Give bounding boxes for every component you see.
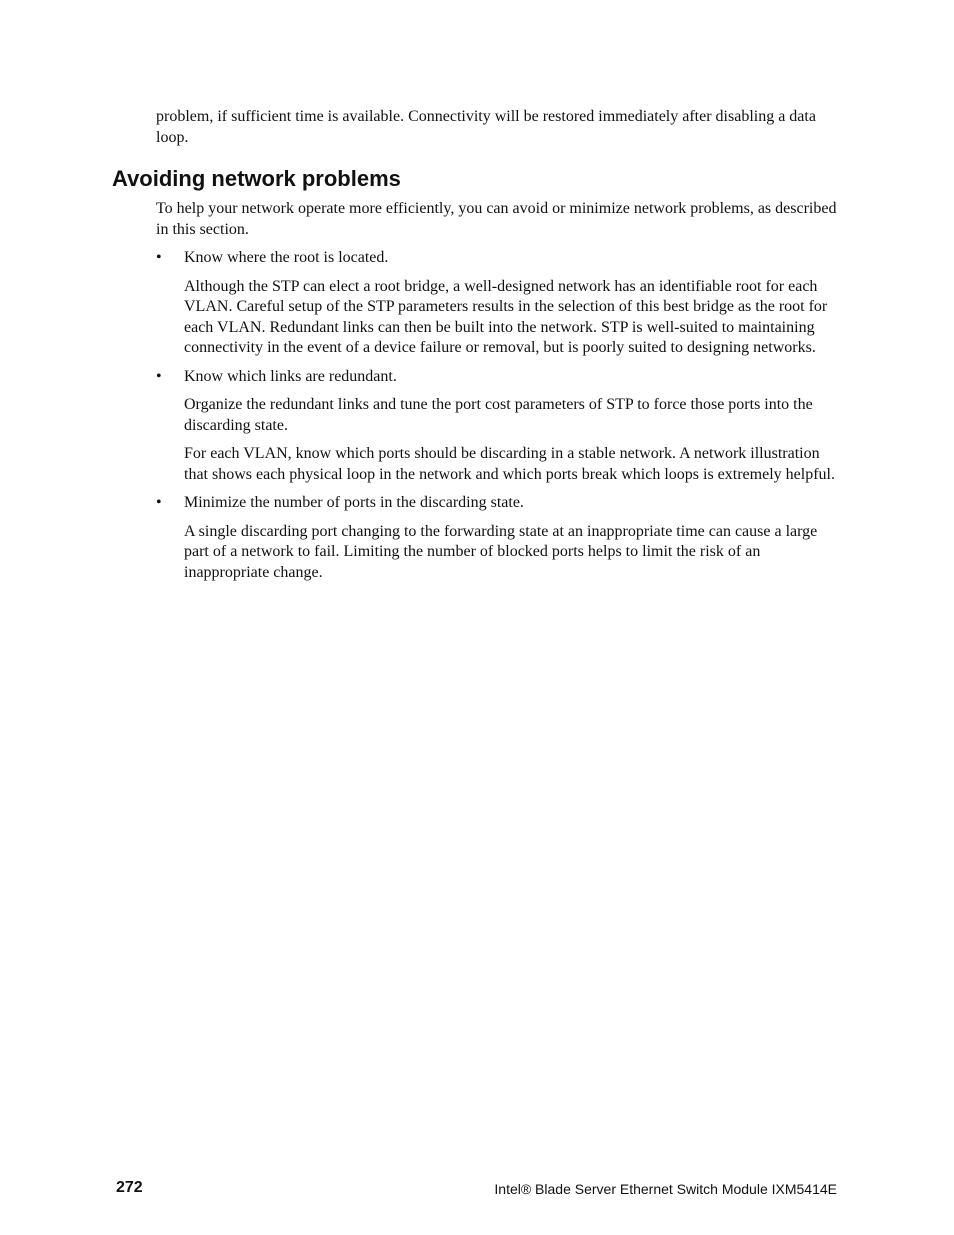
- page-number: 272: [116, 1179, 143, 1196]
- bullet-paragraph: A single discarding port changing to the forwarding state at an inappropriate time can cause a large part of a network to fail. Limiting the number of blocked ports helps to limit the risk of an inappropriate change.: [184, 522, 818, 581]
- bullet-paragraph: For each VLAN, know which ports should be discarding in a stable network. A network illustration that shows each physical loop in the network and which ports break which loops is extremely helpful.: [184, 445, 835, 483]
- section-lead-paragraph: To help your network operate more efficiently, you can avoid or minimize network problems, as described in this section.: [156, 200, 837, 238]
- bullet-item: [156, 367, 846, 388]
- section-body: [156, 199, 846, 591]
- bullet-marker: •: [156, 367, 162, 385]
- footer-document-title: Intel® Blade Server Ethernet Switch Module IXM5414E: [494, 1181, 837, 1197]
- bullet-item: [156, 248, 846, 269]
- section-heading: Avoiding network problems: [112, 166, 401, 191]
- bullet-paragraph: Organize the redundant links and tune the port cost parameters of STP to force those ports into the discarding state.: [184, 396, 813, 434]
- bullet-title: Minimize the number of ports in the discarding state.: [184, 494, 524, 511]
- bullet-item: [156, 493, 846, 514]
- intro-paragraph: problem, if sufficient time is available. Connectivity will be restored immediately after disabling a data loop.: [156, 108, 816, 146]
- bullet-marker: •: [156, 494, 162, 511]
- bullet-title: Know which links are redundant.: [184, 367, 397, 385]
- bullet-marker: •: [156, 249, 162, 266]
- bullet-paragraph: Although the STP can elect a root bridge, a well-designed network has an identifiable root for each VLAN. Careful setup of the STP parameters results in the selection of this best bridge as the root for each VLAN. Redundant links can then be built into the network. STP is well-suited to maintaining connectivity in the event of a device failure or removal, but is poorly suited to designing networks.: [184, 277, 828, 356]
- bullet-title: Know where the root is located.: [184, 249, 389, 266]
